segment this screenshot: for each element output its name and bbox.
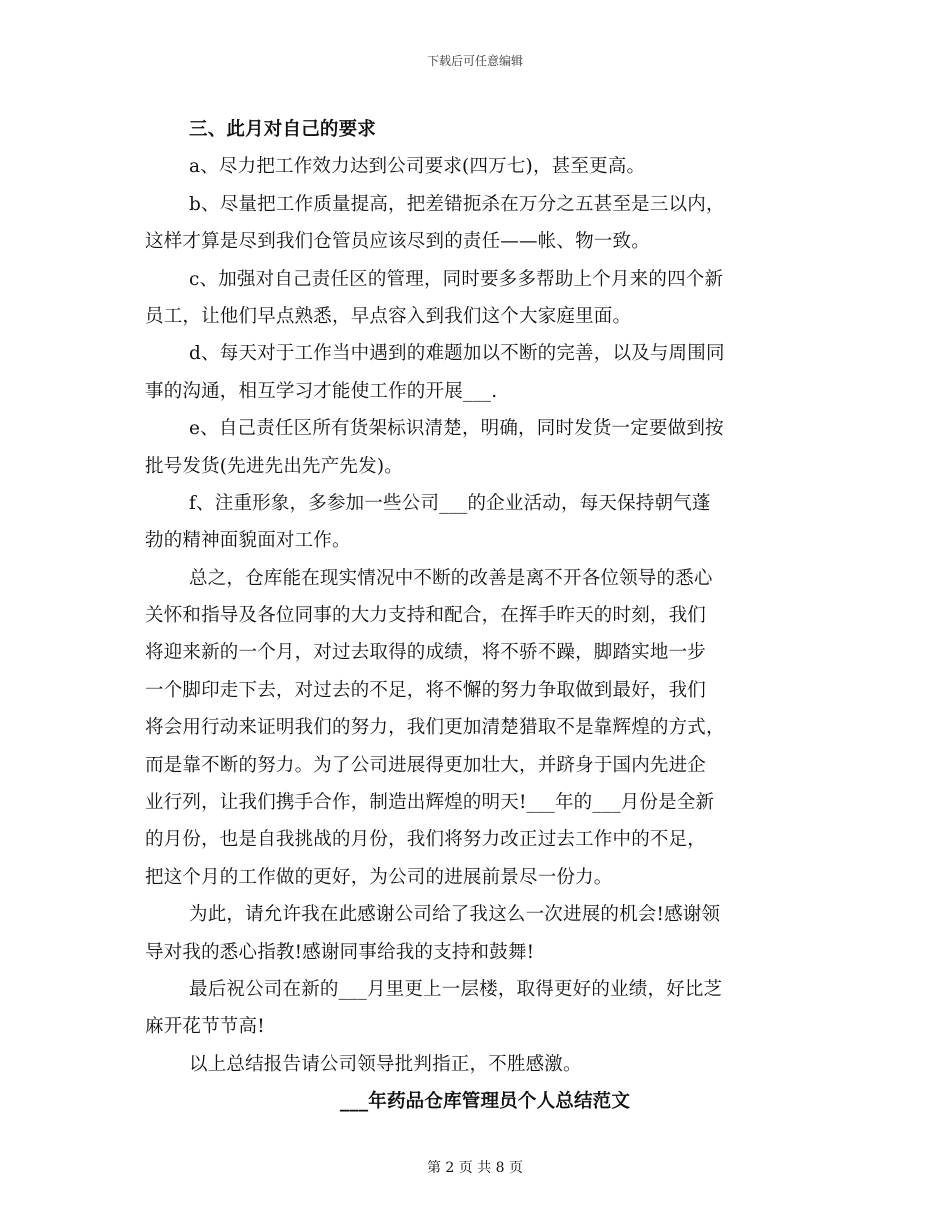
text-line: 总之，仓库能在现实情况中不断的改善是离不开各位领导的悉心: [189, 567, 713, 589]
text-line: 一个脚印走下去，对过去的不足，将不懈的努力争取做到最好，我们: [145, 679, 707, 701]
text-line: 将会用行动来证明我们的努力，我们更加清楚猎取不是靠辉煌的方式，: [145, 717, 725, 739]
text-line: a、尽力把工作效力达到公司要求(四万七)，甚至更高。: [189, 156, 646, 178]
text-line: 业行列，让我们携手合作，制造出辉煌的明天!___年的___月份是全新: [145, 792, 715, 814]
text-line: d、每天对于工作当中遇到的难题加以不断的完善，以及与周围同: [189, 343, 725, 365]
text-line: 三、此月对自己的要求: [189, 119, 377, 140]
text-line: 批号发货(先进先出先产先发)。: [145, 455, 403, 477]
page-number-footer: 第 2 页 共 8 页: [426, 1160, 524, 1176]
text-line: 最后祝公司在新的___月里更上一层楼，取得更好的业绩，好比芝: [189, 978, 723, 1000]
text-line: b、尽量把工作质量提高，把差错扼杀在万分之五甚至是三以内，: [189, 193, 725, 215]
text-line: 而是靠不断的努力。为了公司进展得更加壮大，并跻身于国内先进企: [145, 754, 707, 776]
text-line: 勃的精神面貌面对工作。: [145, 530, 351, 552]
text-line: 将迎来新的一个月，对过去取得的成绩，将不骄不躁，脚踏实地一步: [145, 642, 707, 664]
text-line: 这样才算是尽到我们仓管员应该尽到的责任——帐、物一致。: [145, 231, 650, 253]
text-line: 员工，让他们早点熟悉，早点容入到我们这个大家庭里面。: [145, 305, 632, 327]
text-line: 把这个月的工作做的更好，为公司的进展前景尽一份力。: [145, 866, 613, 888]
text-line: f、注重形象，多参加一些公司___的企业活动，每天保持朝气蓬: [189, 492, 711, 514]
section-title: ___年药品仓库管理员个人总结范文: [339, 1091, 631, 1113]
text-line: 的月份，也是自我挑战的月份，我们将努力改正过去工作中的不足，: [145, 829, 707, 851]
document-body: [145, 111, 805, 1121]
text-line: 导对我的悉心指教!感谢同事给我的支持和鼓舞!: [145, 941, 535, 963]
text-line: 事的沟通，相互学习才能使工作的开展___.: [145, 380, 498, 402]
text-line: c、加强对自己责任区的管理，同时要多多帮助上个月来的四个新: [189, 268, 724, 290]
text-line: 为此，请允许我在此感谢公司给了我这么一次进展的机会!感谢领: [189, 904, 721, 926]
text-line: e、自己责任区所有货架标识清楚，明确，同时发货一定要做到按: [189, 418, 724, 440]
text-line: 以上总结报告请公司领导批判指正，不胜感激。: [189, 1053, 582, 1075]
text-line: 关怀和指导及各位同事的大力支持和配合，在挥手昨天的时刻，我们: [145, 605, 707, 627]
page-header-note: 下载后可任意编辑: [426, 54, 523, 68]
text-line: 麻开花节节高!: [145, 1016, 265, 1038]
